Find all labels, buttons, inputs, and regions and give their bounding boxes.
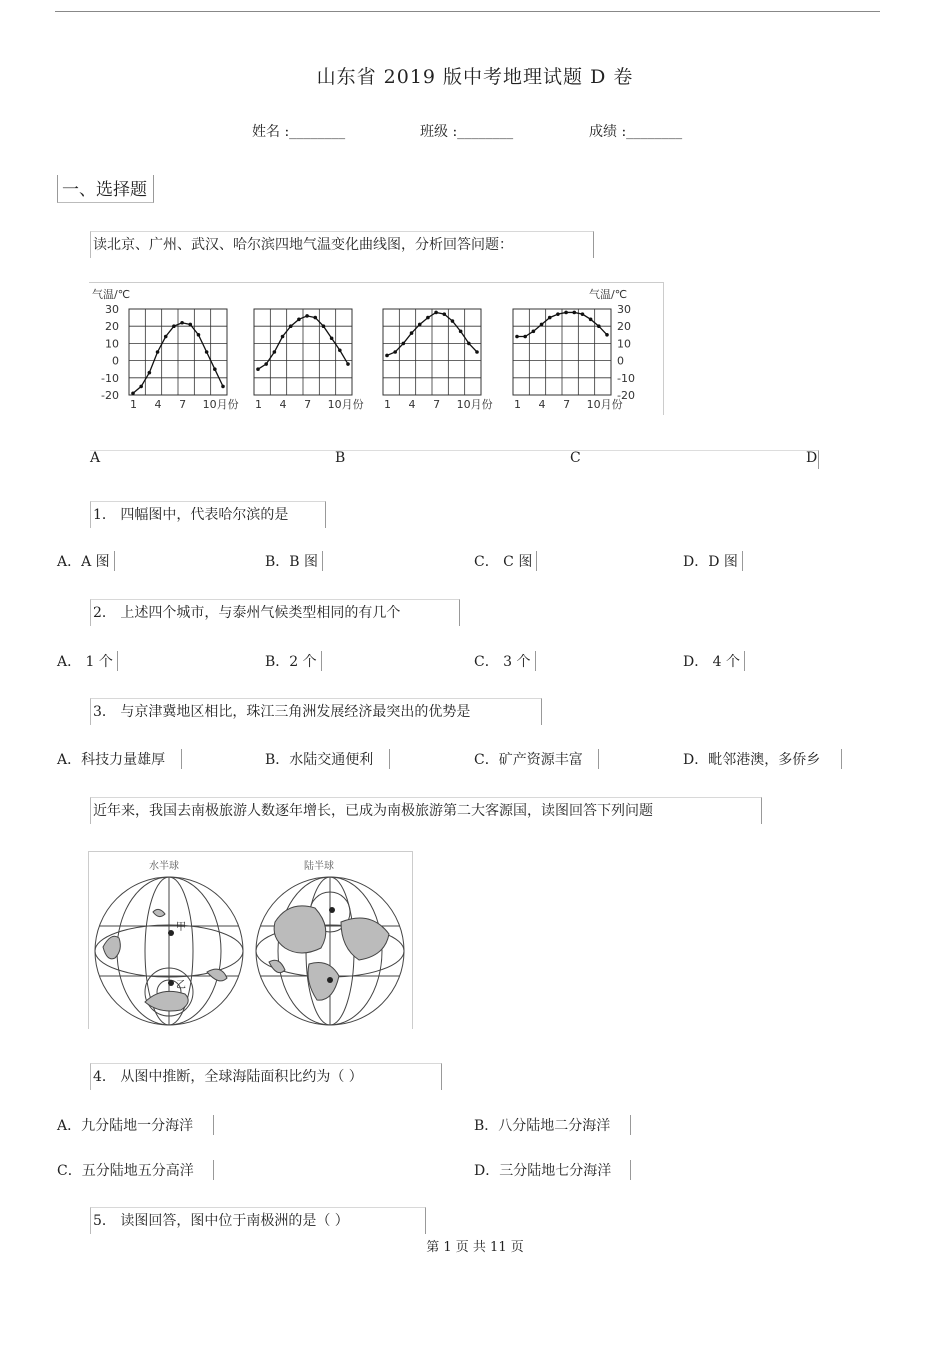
y-tick-left-0: 30 <box>105 303 119 316</box>
q3-option-c[interactable]: C．矿产资源丰富 <box>474 749 599 769</box>
q3-option-d[interactable]: D．毗邻港澳，多侨乡 <box>683 749 842 769</box>
land-hemisphere-globe <box>256 877 404 1025</box>
q3-option-a[interactable]: A．科技力量雄厚 <box>57 749 182 769</box>
data-point-A-4 <box>156 350 160 354</box>
data-point-C-1 <box>385 354 389 358</box>
temperature-chart <box>89 282 664 415</box>
data-point-C-8 <box>442 312 446 316</box>
class-field[interactable]: 班级 :________ <box>420 124 514 140</box>
y-tick-right-3: 0 <box>617 354 624 368</box>
q4-option-a[interactable]: A．九分陆地一分海洋 <box>57 1115 214 1135</box>
data-point-B-5 <box>289 324 293 328</box>
y-tick-right-1: 20 <box>617 320 631 334</box>
map-label-jia: 甲 <box>176 922 186 933</box>
q1-option-d[interactable]: D．D 图 <box>683 551 743 571</box>
data-point-A-3 <box>148 371 152 375</box>
data-point-B-10 <box>330 336 334 340</box>
data-point-D-9 <box>581 312 585 316</box>
data-point-C-2 <box>393 350 397 354</box>
data-point-B-7 <box>305 314 309 318</box>
data-point-B-1 <box>256 367 260 371</box>
question-3-stem: 3． 与京津冀地区相比，珠江三角洲发展经济最突出的优势是 <box>90 698 542 725</box>
group-intro-antarctica: 近年来，我国去南极旅游人数逐年增长，已成为南极旅游第二大客源国，读图回答下列问题 <box>90 797 762 824</box>
x-tick-D-3: 10月份 <box>586 398 623 411</box>
data-point-D-8 <box>572 311 576 315</box>
y-tick-right-5: -20 <box>617 389 635 402</box>
q1-option-a[interactable]: A．A 图 <box>57 551 115 571</box>
data-point-C-4 <box>410 331 414 335</box>
y-tick-right-4: -10 <box>617 371 635 385</box>
data-point-B-2 <box>264 362 268 366</box>
x-tick-A-1: 4 <box>154 398 162 411</box>
data-point-D-12 <box>605 333 609 337</box>
y-tick-left-5: -20 <box>101 389 119 402</box>
x-tick-C-0: 1 <box>384 398 391 411</box>
data-point-D-10 <box>589 318 593 322</box>
score-field[interactable]: 成绩 :________ <box>589 124 683 140</box>
y-tick-left-3: 0 <box>112 354 119 368</box>
hemisphere-map <box>88 851 413 1029</box>
q4-option-d[interactable]: D．三分陆地七分海洋 <box>474 1160 631 1180</box>
section-heading: 一、选择题 <box>57 175 154 203</box>
water-hemisphere-globe <box>95 877 243 1025</box>
x-tick-B-3: 10月份 <box>327 398 364 411</box>
data-point-A-7 <box>180 321 184 325</box>
question-1-stem: 1． 四幅图中，代表哈尔滨的是 <box>90 501 326 528</box>
point-yi <box>168 980 174 986</box>
data-point-A-8 <box>188 323 192 327</box>
data-point-D-3 <box>532 330 536 334</box>
page-title: 山东省 2019 版中考地理试题 D 卷 <box>316 66 634 88</box>
x-tick-A-3: 10月份 <box>202 398 239 411</box>
y-tick-left-1: 20 <box>105 320 119 334</box>
data-point-D-6 <box>556 312 560 316</box>
q1-option-c[interactable]: C． C 图 <box>474 551 537 571</box>
name-field[interactable]: 姓名 :________ <box>252 124 346 140</box>
data-point-C-5 <box>418 323 422 327</box>
x-tick-A-2: 7 <box>179 398 187 411</box>
question-2-stem: 2． 上述四个城市，与泰州气候类型相同的有几个 <box>90 599 460 626</box>
chart-label-d: D <box>806 450 818 466</box>
data-point-C-10 <box>459 330 463 334</box>
hemisphere-map-svg <box>89 852 412 1029</box>
y-tick-right-2: 10 <box>617 337 631 351</box>
y-tick-left-4: -10 <box>101 371 119 385</box>
data-point-D-5 <box>548 316 552 320</box>
data-point-A-11 <box>213 367 217 371</box>
data-point-D-11 <box>597 324 601 328</box>
q1-option-b[interactable]: B．B 图 <box>265 551 323 571</box>
y-tick-right-0: 30 <box>617 303 631 316</box>
data-point-C-6 <box>426 316 430 320</box>
data-point-A-12 <box>221 385 225 389</box>
data-point-A-9 <box>197 333 201 337</box>
point-marker <box>327 977 333 983</box>
x-tick-D-2: 7 <box>563 398 571 411</box>
data-point-B-9 <box>322 324 326 328</box>
land-hemisphere-title: 陆半球 <box>304 861 334 872</box>
data-point-B-4 <box>281 335 285 339</box>
x-tick-C-1: 4 <box>408 398 416 411</box>
chart-label-c: C <box>570 450 581 466</box>
q4-option-b[interactable]: B．八分陆地二分海洋 <box>474 1115 631 1135</box>
group-intro-temperature: 读北京、广州、武汉、哈尔滨四地气温变化曲线图，分析回答问题： <box>90 231 594 258</box>
data-point-D-7 <box>564 311 568 315</box>
x-tick-A-0: 1 <box>130 398 137 411</box>
q2-option-b[interactable]: B．2 个 <box>265 651 322 671</box>
data-point-B-3 <box>273 350 277 354</box>
data-point-A-10 <box>205 350 209 354</box>
x-tick-D-0: 1 <box>514 398 521 411</box>
question-5-stem: 5． 读图回答，图中位于南极洲的是（ ） <box>90 1207 426 1234</box>
x-tick-D-1: 4 <box>538 398 546 411</box>
x-tick-B-1: 4 <box>279 398 287 411</box>
data-point-A-5 <box>164 335 168 339</box>
q4-option-c[interactable]: C．五分陆地五分高洋 <box>57 1160 214 1180</box>
x-tick-C-3: 10月份 <box>456 398 493 411</box>
y-tick-left-2: 10 <box>105 337 119 351</box>
chart-labels-row <box>90 450 819 469</box>
temperature-chart-svg <box>89 283 663 415</box>
data-point-C-12 <box>475 350 479 354</box>
data-point-D-2 <box>523 335 527 339</box>
water-hemisphere-title: 水半球 <box>149 861 179 872</box>
question-4-stem: 4． 从图中推断，全球海陆面积比约为（ ） <box>90 1063 442 1090</box>
data-point-C-7 <box>434 311 438 315</box>
point-jia <box>168 930 174 936</box>
data-point-C-3 <box>402 342 406 346</box>
data-point-C-11 <box>467 342 471 346</box>
map-label-yi: 乙 <box>176 980 186 991</box>
data-point-B-6 <box>297 318 301 322</box>
q2-option-c[interactable]: C． 3 个 <box>474 651 536 671</box>
chart-label-b: B <box>335 450 346 466</box>
chart-label-a: A <box>90 450 101 466</box>
data-point-B-8 <box>313 316 317 320</box>
x-tick-B-2: 7 <box>304 398 312 411</box>
data-point-D-1 <box>515 335 519 339</box>
data-point-B-12 <box>346 362 350 366</box>
y-axis-title-left: 气温/℃ <box>92 288 131 301</box>
x-tick-B-0: 1 <box>255 398 262 411</box>
q2-option-a[interactable]: A． 1 个 <box>57 651 118 671</box>
q3-option-b[interactable]: B．水陆交通便利 <box>265 749 390 769</box>
data-point-C-9 <box>451 319 455 323</box>
top-rule <box>55 11 880 12</box>
data-point-A-6 <box>172 324 176 328</box>
page-footer: 第 1 页 共 11 页 <box>426 1240 524 1255</box>
data-point-D-4 <box>540 323 544 327</box>
x-tick-C-2: 7 <box>433 398 441 411</box>
data-point-B-11 <box>338 348 342 352</box>
point-north-pole <box>329 907 335 913</box>
data-point-A-2 <box>139 385 143 389</box>
q2-option-d[interactable]: D． 4 个 <box>683 651 745 671</box>
y-axis-title-right: 气温/℃ <box>589 288 628 301</box>
data-point-A-1 <box>131 391 135 395</box>
